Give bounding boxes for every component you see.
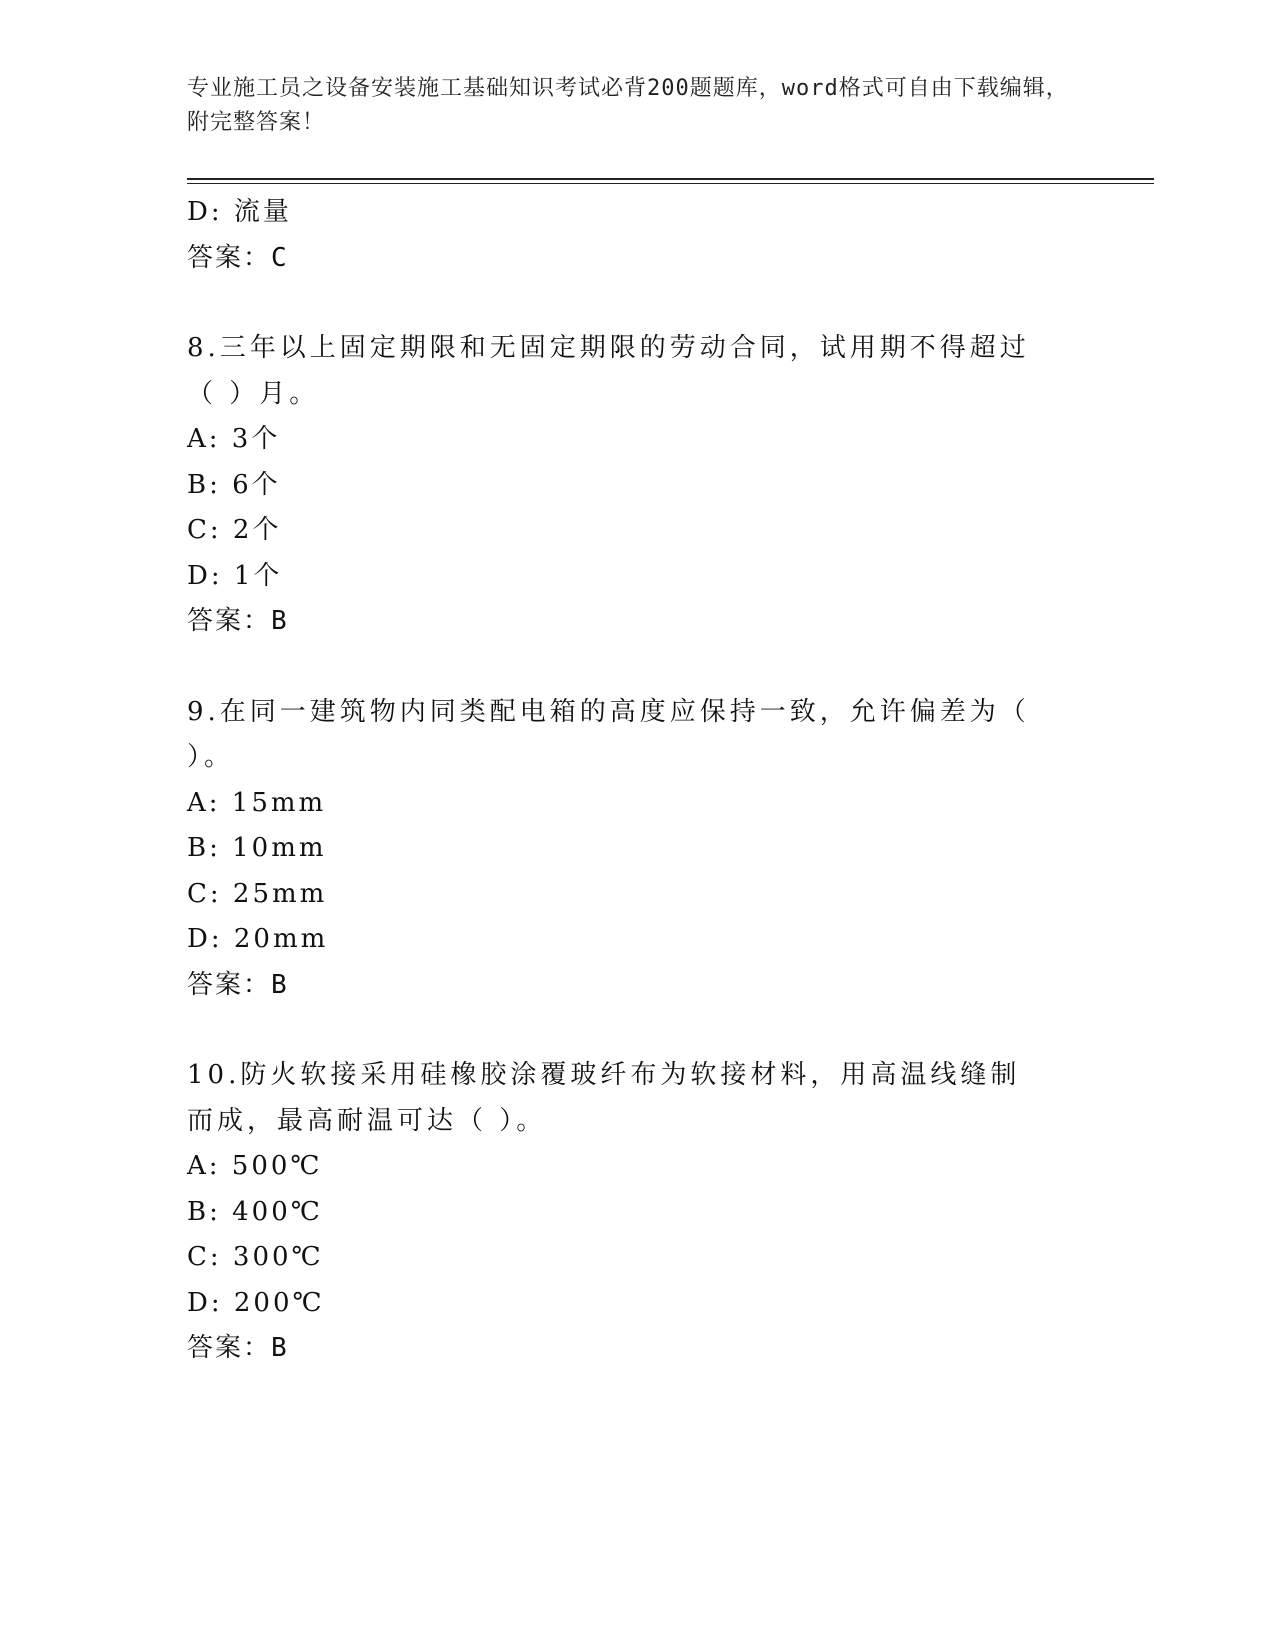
option-a: A: 3个 bbox=[187, 424, 281, 454]
spacer bbox=[187, 645, 1087, 690]
option-c: C: 25mm bbox=[187, 878, 328, 909]
option-a: A: 15mm bbox=[187, 787, 327, 818]
option-c: C: 2个 bbox=[187, 515, 282, 545]
option-d: D: 1个 bbox=[187, 560, 283, 591]
prev-question-answer: 答案：C bbox=[187, 242, 289, 273]
question-stem: 9.在同一建筑物内同类配电箱的高度应保持一致，允许偏差为（ ）。 bbox=[187, 696, 1030, 772]
spacer bbox=[187, 1008, 1087, 1053]
option-d: D: 20mm bbox=[187, 924, 329, 954]
document-header-title: 专业施工员之设备安装施工基础知识考试必背200题题库，word格式可自由下载编辑，附完整答案！ bbox=[187, 76, 1069, 135]
option-a: A: 500℃ bbox=[187, 1151, 323, 1181]
header-divider-thin bbox=[187, 183, 1154, 184]
question-stem: 10.防火软接采用硅橡胶涂覆玻纤布为软接材料，用高温线缝制而成，最高耐温可达（ ）。 bbox=[187, 1060, 1021, 1136]
option-b: B: 400℃ bbox=[187, 1196, 323, 1227]
question-answer: 答案：B bbox=[187, 969, 289, 1000]
option-c: C: 300℃ bbox=[187, 1242, 324, 1272]
option-d: D: 200℃ bbox=[187, 1287, 325, 1318]
option-b: B: 6个 bbox=[187, 469, 281, 500]
header-divider-thick bbox=[187, 178, 1154, 180]
question-8 bbox=[187, 326, 1087, 645]
question-content bbox=[187, 190, 1087, 1372]
question-10 bbox=[187, 1053, 1087, 1372]
question-stem: 8.三年以上固定期限和无固定期限的劳动合同，试用期不得超过（ ）月。 bbox=[187, 333, 1030, 409]
spacer bbox=[187, 281, 1087, 326]
question-answer: 答案：B bbox=[187, 1333, 289, 1363]
prev-question-option-d: D: 流量 bbox=[187, 197, 292, 227]
option-b: B: 10mm bbox=[187, 833, 327, 863]
question-9 bbox=[187, 690, 1087, 1009]
question-answer: 答案：B bbox=[187, 606, 289, 636]
